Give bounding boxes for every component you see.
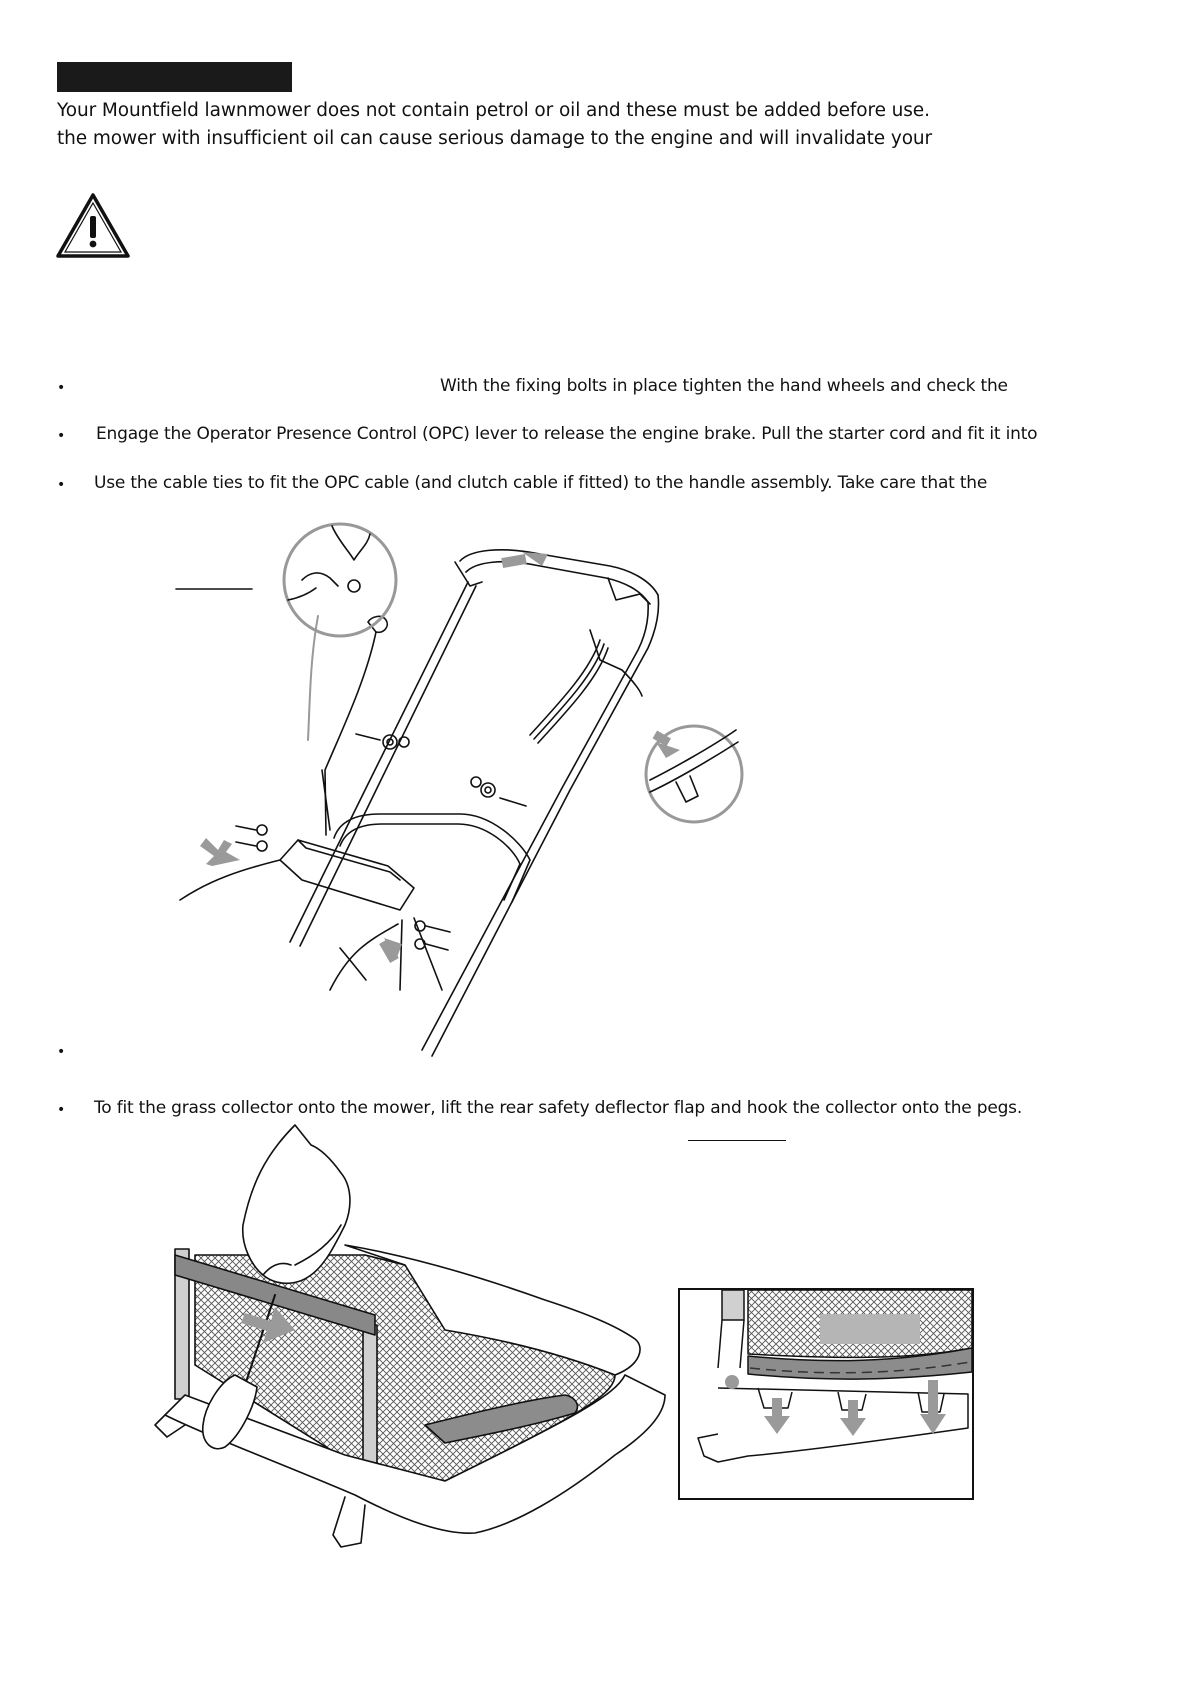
inset-heading-underline: [688, 1140, 786, 1141]
warning-triangle-icon: [55, 192, 131, 260]
bullet-marker: •: [57, 1044, 66, 1060]
intro-line-2: the mower with insufficient oil can cause serious damage to the engine and will invalidate your: [57, 128, 933, 149]
section-header-bar: [57, 62, 292, 92]
bullet-marker: •: [57, 380, 66, 396]
bullet-text-cable-ties: Use the cable ties to fit the OPC cable (and clutch cable if fitted) to the handle assembly. Take care that the: [94, 473, 988, 493]
bullet-marker: •: [57, 477, 66, 493]
grey-arrow-icon: [200, 552, 680, 963]
bullet-text-grass-collector: To fit the grass collector onto the mower, lift the rear safety deflector flap and hook the collector onto the pegs.: [94, 1098, 1023, 1118]
collector-pegs-inset: [678, 1288, 974, 1500]
bullet-marker: •: [57, 1102, 66, 1118]
handle-assembly-illustration: [170, 520, 770, 990]
intro-line-1: Your Mountfield lawnmower does not contain petrol or oil and these must be added before use.: [57, 100, 930, 121]
bullet-marker: •: [57, 428, 66, 444]
bullet-text-opc-lever: Engage the Operator Presence Control (OPC) lever to release the engine brake. Pull the starter cord and fit it into: [96, 424, 1038, 444]
bullet-text-handle-bolts: With the fixing bolts in place tighten the hand wheels and check the: [440, 376, 1008, 396]
grass-collector-illustration: [145, 1125, 685, 1565]
